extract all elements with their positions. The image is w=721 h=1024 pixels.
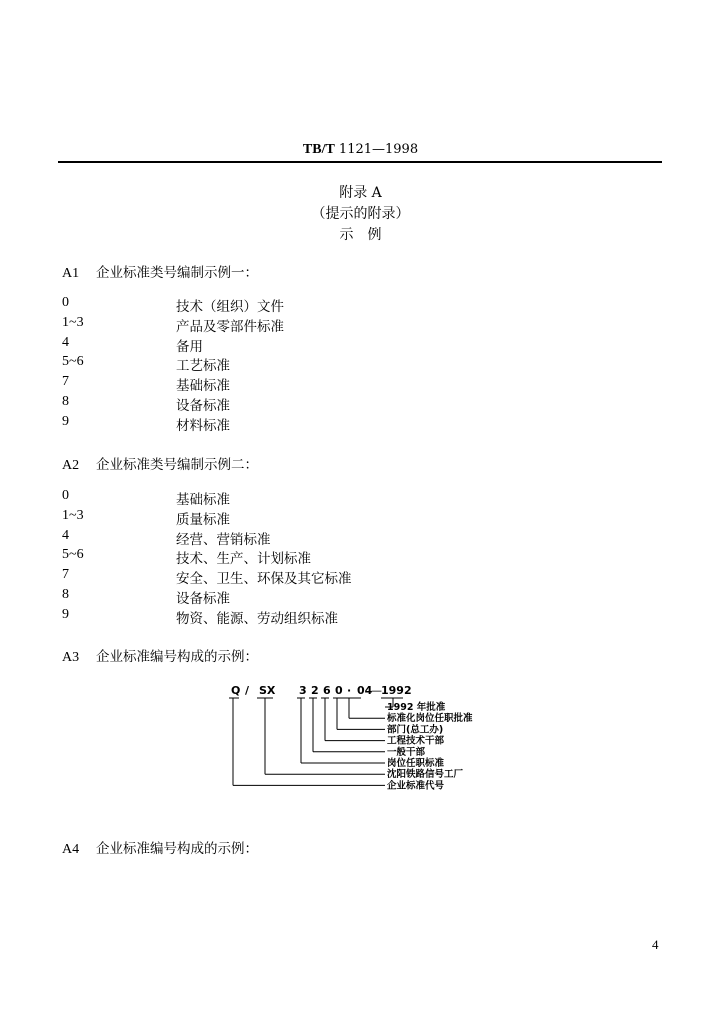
list-item-code: 7 <box>62 374 69 390</box>
diagram-code-part: SX <box>259 684 276 697</box>
section-a3-heading <box>62 645 258 666</box>
diagram-code-row <box>231 684 412 697</box>
list-item-code: 9 <box>62 413 69 429</box>
list-item-label: 经营、营销标准 <box>176 531 271 548</box>
list-item-label: 备用 <box>176 338 203 355</box>
appendix-heading: 示 例 <box>339 227 382 243</box>
appendix-subtitle: （提示的附录） <box>311 206 410 222</box>
section-a4-title: 企业标准编号构成的示例： <box>96 841 258 857</box>
list-item-label: 设备标准 <box>176 591 230 607</box>
diagram-code-part: 6 <box>323 684 331 697</box>
diagram-label: 一般干部 <box>387 746 426 758</box>
diagram-code-part: 0 <box>335 684 343 697</box>
standard-code-number: 1121—1998 <box>334 142 419 157</box>
standard-code <box>0 142 721 158</box>
section-a2-heading <box>62 453 258 474</box>
list-item-code: 5~6 <box>62 354 84 370</box>
list-item-code: 4 <box>62 527 69 543</box>
list-item-code: 0 <box>62 295 69 310</box>
list-item-code: 7 <box>62 567 69 583</box>
list-item-label: 基础标准 <box>176 378 230 395</box>
section-a1-heading <box>62 261 258 282</box>
diagram-label: 标准化岗位任职批准 <box>387 713 473 725</box>
list-item-code: 5~6 <box>62 547 84 563</box>
list-item-code: 8 <box>62 587 69 602</box>
list-item-code: 4 <box>62 334 69 350</box>
list-item-label: 技术（组织）文件 <box>176 299 284 315</box>
diagram-code-part: 2 <box>311 684 319 697</box>
standard-number-diagram <box>215 680 515 800</box>
diagram-label-column <box>386 701 473 791</box>
header-rule <box>58 161 662 163</box>
diagram-label: 部门(总工办) <box>387 724 444 736</box>
list-item-code: 0 <box>62 488 69 503</box>
diagram-label: 岗位任职标准 <box>387 758 445 769</box>
appendix-title: 附录 A <box>339 185 382 201</box>
section-a1-title: 企业标准类号编制示例一： <box>96 265 258 281</box>
diagram-code-part: · <box>347 684 352 697</box>
list-item-label: 基础标准 <box>176 492 230 508</box>
list-item-label: 安全、卫生、环保及其它标准 <box>176 571 352 588</box>
standard-code-prefix: TB/T <box>302 142 335 157</box>
section-a4-heading <box>62 837 258 858</box>
diagram-code-part: 3 <box>299 684 307 697</box>
section-a2-title: 企业标准类号编制示例二： <box>96 457 258 473</box>
list-item-code: 8 <box>62 394 69 409</box>
page-number: 4 <box>652 937 659 952</box>
list-item-label: 工艺标准 <box>176 358 230 375</box>
section-a3-title: 企业标准编号构成的示例： <box>96 649 258 665</box>
diagram-label: 沈阳铁路信号工厂 <box>387 769 464 781</box>
section-a4-number: A4 <box>62 842 80 857</box>
diagram-label: 工程技术干部 <box>387 735 445 747</box>
diagram-code-part: / <box>245 684 250 697</box>
list-item-label: 物资、能源、劳动组织标准 <box>176 610 338 627</box>
list-item-label: 技术、生产、计划标准 <box>176 551 311 568</box>
diagram-code-part: 04 <box>357 684 373 697</box>
diagram-code-part: — <box>371 684 382 697</box>
section-a3-number: A3 <box>62 650 80 665</box>
diagram-label: 1992 年批准 <box>387 702 446 713</box>
section-a2-number: A2 <box>62 458 80 473</box>
list-item-label: 设备标准 <box>176 398 230 414</box>
list-item-code: 9 <box>62 606 69 622</box>
list-item-code: 1~3 <box>62 507 84 523</box>
list-item-code: 1~3 <box>62 314 84 330</box>
diagram-leader-lines <box>229 698 403 785</box>
diagram-label: 企业标准代号 <box>387 780 445 792</box>
diagram-code-part: Q <box>231 684 241 697</box>
section-a1-number: A1 <box>62 266 80 281</box>
list-item-label: 材料标准 <box>176 417 230 434</box>
diagram-code-part: 1992 <box>381 684 412 697</box>
list-item-label: 质量标准 <box>176 511 230 528</box>
list-item-label: 产品及零部件标准 <box>176 318 284 335</box>
